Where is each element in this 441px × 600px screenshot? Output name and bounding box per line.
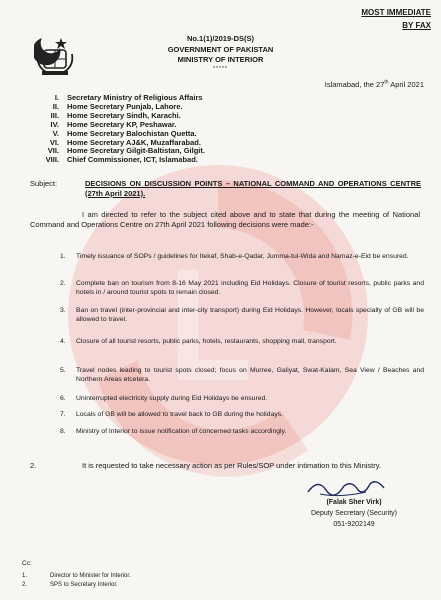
addressee-list [35, 94, 205, 165]
signatory-designation: Deputy Secretary (Security) [311, 510, 397, 517]
signatory-phone: 051-9202149 [333, 521, 375, 528]
addressee-item [35, 156, 205, 165]
urgency-line-1: MOST IMMEDIATE [361, 8, 431, 17]
decision-item [60, 280, 424, 297]
decision-item [60, 411, 424, 420]
cc-number: 2. [22, 581, 28, 588]
ministry-heading: MINISTRY OF INTERIOR [177, 55, 264, 64]
decision-text: Ban on travel (inter-provincial and inter-city transport) during Eid Holidays. However, locals specially of GB will be allowed to travel. [76, 307, 424, 323]
handwritten-signature-icon [300, 476, 390, 498]
decision-text: Uninterrupted electricity supply during Eid Holidays be ensured. [76, 395, 268, 402]
addressee-number: VII. [47, 146, 59, 156]
cc-list [22, 572, 131, 589]
date-prefix: Islamabad, the [324, 80, 374, 89]
date-suffix: th [384, 79, 389, 86]
subject-label: Subject: [30, 179, 58, 188]
urgency-stamp [361, 6, 431, 32]
decision-text: Timely issuance of SOPs / guidelines for Itekaf, Shab-e-Qadar, Jumma-tul-Wida and Namaz-e-Eid be ensured. [76, 253, 409, 260]
decision-text: Closure of all tourist resorts, public parks, hotels, restaurants, shopping mall, transport. [76, 338, 337, 345]
decision-item [60, 338, 424, 347]
signatory-name: (Falak Sher Virk) [326, 499, 382, 506]
decision-item [60, 395, 424, 404]
date-rest: April 2021 [390, 80, 424, 89]
addressee-text: Home Secretary Punjab, Lahore. [67, 101, 183, 111]
decision-item [60, 253, 424, 262]
addressee-number: V. [52, 128, 59, 138]
addressee-number: IV. [50, 119, 59, 129]
decision-text: Ministry of Interior to issue notification of concerned tasks accordingly. [76, 428, 287, 435]
decision-number: 1. [60, 253, 66, 260]
decision-number: 7. [60, 411, 66, 418]
addressee-number: III. [50, 110, 59, 120]
decision-number: 2. [60, 280, 66, 287]
date-day: 27 [376, 80, 385, 89]
decision-item [60, 428, 424, 437]
header-stars: ***** [213, 66, 228, 72]
decision-text: Complete ban on tourism from 8-16 May 2021 including Eid Holidays. Closure of tourist resorts, public parks and hotels in / around tourist spots to remain closed. [76, 280, 424, 296]
decision-item [60, 307, 424, 324]
cc-number: 1. [22, 573, 28, 579]
cc-item [22, 572, 131, 581]
signature-block [300, 497, 408, 530]
decision-text: Locals of GB will be allowed to travel back to GB during the holidays. [76, 411, 284, 418]
decision-number: 8. [60, 428, 66, 435]
addressee-text: Home Secretary Gilgit-Baltistan, Gilgit. [67, 146, 205, 156]
decision-text: Travel nodes leading to tourist spots closed; focus on Murree, Galiyat, Swat-Kalam, Sea View / Beaches and Northern Areas etcetera. [76, 367, 424, 383]
cc-label: Cc: [22, 560, 32, 567]
addressee-number: VI. [49, 137, 59, 147]
letter-date [325, 80, 424, 89]
addressee-text: Home Secretary KP, Peshawar. [67, 119, 177, 129]
decision-number: 5. [60, 367, 66, 374]
addressee-text: Home Secretary Sindh, Karachi. [67, 110, 181, 120]
addressee-text: Home Secretary Balochistan Quetta. [67, 128, 197, 138]
decision-number: 4. [60, 338, 66, 345]
cc-item [22, 581, 131, 590]
addressee-number: VIII. [45, 155, 59, 165]
closing-paragraph [30, 461, 422, 471]
addressee-text: Chief Commissioner, ICT, Islamabad. [67, 155, 198, 165]
opening-paragraph [30, 210, 420, 230]
addressee-number: II. [52, 101, 59, 111]
decision-number: 3. [60, 307, 66, 314]
cc-text: Director to Minister for Interior. [50, 573, 131, 579]
closing-paragraph-text: It is requested to take necessary action as per Rules/SOP under intimation to this Ministry. [82, 461, 382, 470]
opening-paragraph-text: I am directed to refer to the subject cited above and to state that during the meeting of National Command and Operations Centre on 27th April 2021 following decisions were made:- [30, 210, 420, 229]
government-heading: GOVERNMENT OF PAKISTAN [167, 45, 274, 54]
cc-text: SPS to Secretary Interior. [50, 581, 118, 588]
subject-text: DECISIONS ON DISCUSSION POINTS – NATIONAL COMMAND AND OPERATIONS CENTRE (27th April 2021). [85, 179, 421, 198]
decision-number: 6. [60, 395, 66, 402]
closing-paragraph-number: 2. [30, 461, 37, 470]
addressee-number: I. [54, 93, 59, 102]
urgency-line-2: BY FAX [402, 21, 431, 30]
reference-number: No.1(1)/2019-DS(S) [186, 34, 255, 43]
addressee-text: Secretary Ministry of Religious Affairs [67, 93, 203, 102]
addressee-text: Home Secretary AJ&K, Muzaffarabad. [67, 137, 201, 147]
decision-item [60, 367, 424, 384]
